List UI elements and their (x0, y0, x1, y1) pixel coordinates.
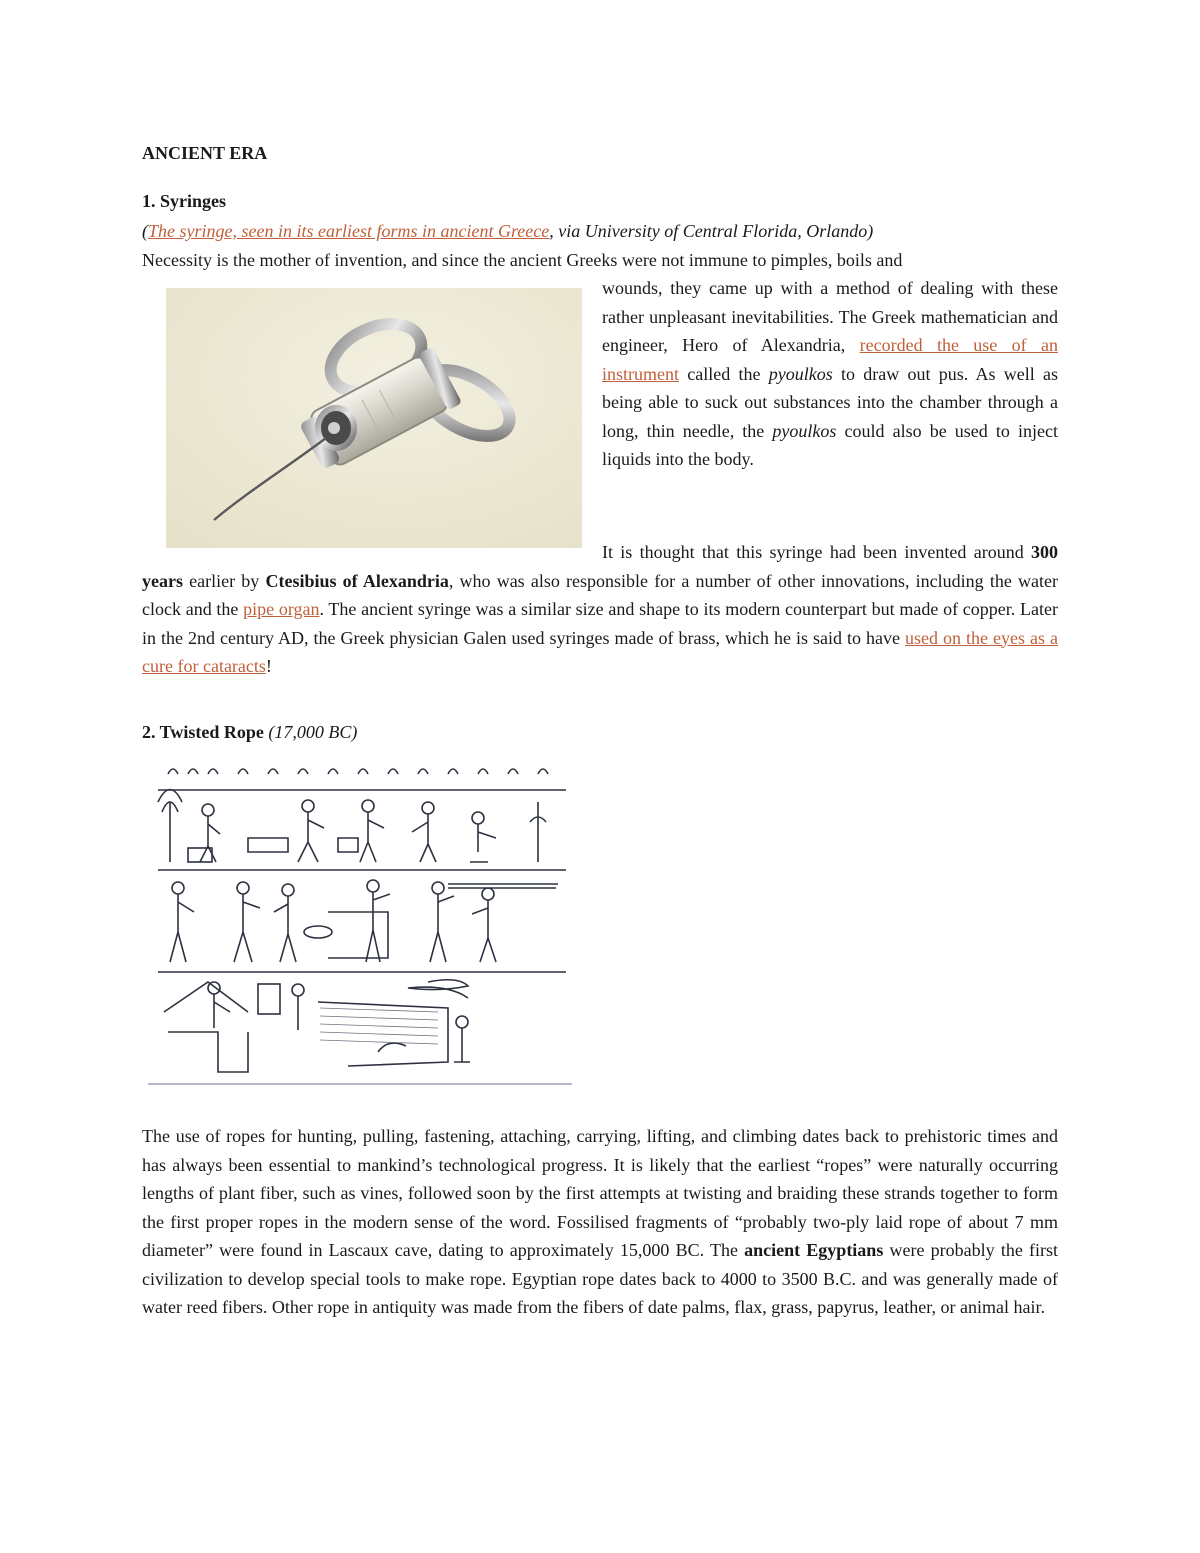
intro-line: Necessity is the mother of invention, and since the ancient Greeks were not immune to pimples, boils and (142, 250, 903, 270)
rope-making-relief-image (148, 762, 572, 1088)
era-title: ANCIENT ERA (142, 143, 268, 163)
section-heading-twisted-rope: 2. Twisted Rope (17,000 BC) (142, 722, 358, 742)
instrument-link[interactable]: recorded the use of an instrument (602, 335, 1058, 384)
syringe-history-paragraph: It is thought that this syringe had been invented around 300 years earlier by Ctesibius of Alexandria, who was also responsible for a number of other innovations, including the water clock and the pipe organ. The ancient syringe was a similar size and shape to its modern counterpart but made of copper. Later in the 2nd century AD, the Greek physician Galen used syringes made of brass, which he is said to have used on the eyes as a cure for cataracts! (142, 542, 1058, 676)
image-caption: (The syringe, seen in its earliest forms in ancient Greece, via University of Central Florida, Orlando) (142, 221, 874, 241)
pipe-organ-link[interactable]: pipe organ (243, 599, 320, 619)
rope-history-paragraph: The use of ropes for hunting, pulling, fastening, attaching, carrying, lifting, and climbing dates back to prehistoric times and has always been essential to mankind’s technological progress. It is likely that the earliest “ropes” were naturally occurring lengths of plant fiber, such as vines, followed soon by the first attempts at twisting and braiding these strands together to form the first proper ropes in the modern sense of the word. Fossilised fragments of “probably two-ply laid rope of about 7 mm diameter” were found in Lascaux cave, dating to approximately 15,000 BC. The ancient Egyptians were probably the first civilization to develop special tools to make rope. Egyptian rope dates back to 4000 to 3500 B.C. and was generally made of water reed fibers. Other rope in antiquity was made from the fibers of date palms, flax, grass, papyrus, leather, or animal hair. (142, 1126, 1058, 1317)
syringe-image (166, 288, 582, 548)
cataracts-link[interactable]: used on the eyes as a cure for cataracts (142, 627, 1058, 676)
syringe-wrap-paragraph: wounds, they came up with a method of dealing with these rather unpleasant inevitabilities. The Greek mathematician and engineer, Hero of Alexandria, recorded the use of an instrument called the pyoulkos to draw out pus. As well as being able to suck out substances into the chamber through a long, thin needle, the pyoulkos could also be used to inject liquids into the body. (602, 278, 1058, 469)
section-heading-syringes: 1. Syringes (142, 191, 227, 211)
caption-link[interactable]: The syringe, seen in its earliest forms in ancient Greece (148, 221, 550, 241)
